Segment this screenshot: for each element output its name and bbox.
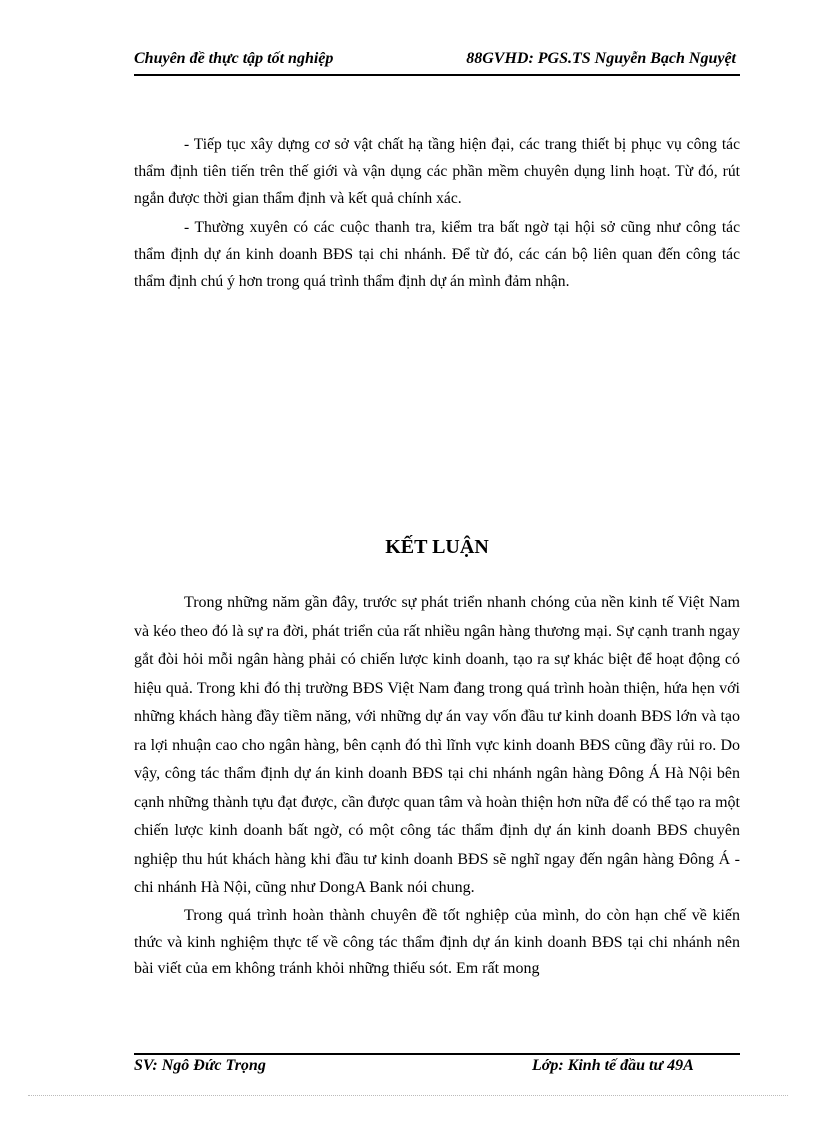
- page-header: [134, 48, 740, 76]
- footer-class: Lớp: Kinh tế đầu tư 49A: [532, 1057, 694, 1074]
- section-title: KẾT LUẬN: [385, 536, 489, 558]
- page-boundary-line: [28, 1095, 788, 1096]
- footer-student: SV: Ngô Đức Trọng: [134, 1057, 266, 1074]
- header-supervisor: 88GVHD: PGS.TS Nguyễn Bạch Nguyệt: [466, 50, 736, 67]
- paragraph-conclusion-2: Trong quá trình hoàn thành chuyên đề tốt nghiệp của mình, do còn hạn chế về kiến thức và kinh nghiệm thực tế về công tác thẩm định dự án kinh doanh BĐS tại chi nhánh nên bài viết của em không tránh khỏi những thiếu sót. Em rất mong: [134, 907, 740, 977]
- paragraph-conclusion-1: Trong những năm gần đây, trước sự phát triển nhanh chóng của nền kinh tế Việt Nam và kéo theo đó là sự ra đời, phát triển của rất nhiều ngân hàng thương mại. Sự cạnh tranh ngay gắt đòi hỏi mỗi ngân hàng phải có chiến lược kinh doanh, tạo ra sự khác biệt để hoạt động có hiệu quả. Trong khi đó thị trường BĐS Việt Nam đang trong quá trình hoàn thiện, hứa hẹn với những khách hàng đầy tiềm năng, với những dự án vay vốn đầu tư kinh doanh BĐS lớn và tạo ra lợi nhuận cao cho ngân hàng, bên cạnh đó thì lĩnh vực kinh doanh BĐS cũng đầy rủi ro. Do vậy, công tác thẩm định dự án kinh doanh BĐS tại chi nhánh ngân hàng Đông Á Hà Nội bên cạnh những thành tựu đạt được, cần được quan tâm và hoàn thiện hơn nữa để có thể tạo ra một chiến lược kinh doanh bất ngờ, có một công tác thẩm định dự án kinh doanh BĐS chuyên nghiệp thu hút khách hàng khi đầu tư kinh doanh BĐS sẽ nghĩ ngay đến ngân hàng Đông Á - chi nhánh Hà Nội, cũng như DongA Bank nói chung.: [134, 594, 740, 896]
- header-title: Chuyên đề thực tập tốt nghiệp: [134, 50, 334, 67]
- paragraph-recommendation-2: - Thường xuyên có các cuộc thanh tra, kiểm tra bất ngờ tại hội sở cũng như công tác thẩm định dự án kinh doanh BĐS tại chi nhánh. Để từ đó, các cán bộ liên quan đến công tác thẩm định chú ý hơn trong quá trình thẩm định dự án mình đảm nhận.: [134, 219, 740, 290]
- footer-divider: [134, 1053, 740, 1055]
- paragraph-recommendation-1: - Tiếp tục xây dựng cơ sở vật chất hạ tầng hiện đại, các trang thiết bị phục vụ công tác thẩm định tiên tiến trên thế giới và vận dụng các phần mềm chuyên dụng linh hoạt. Từ đó, rút ngắn được thời gian thẩm định và kết quả chính xác.: [134, 136, 740, 207]
